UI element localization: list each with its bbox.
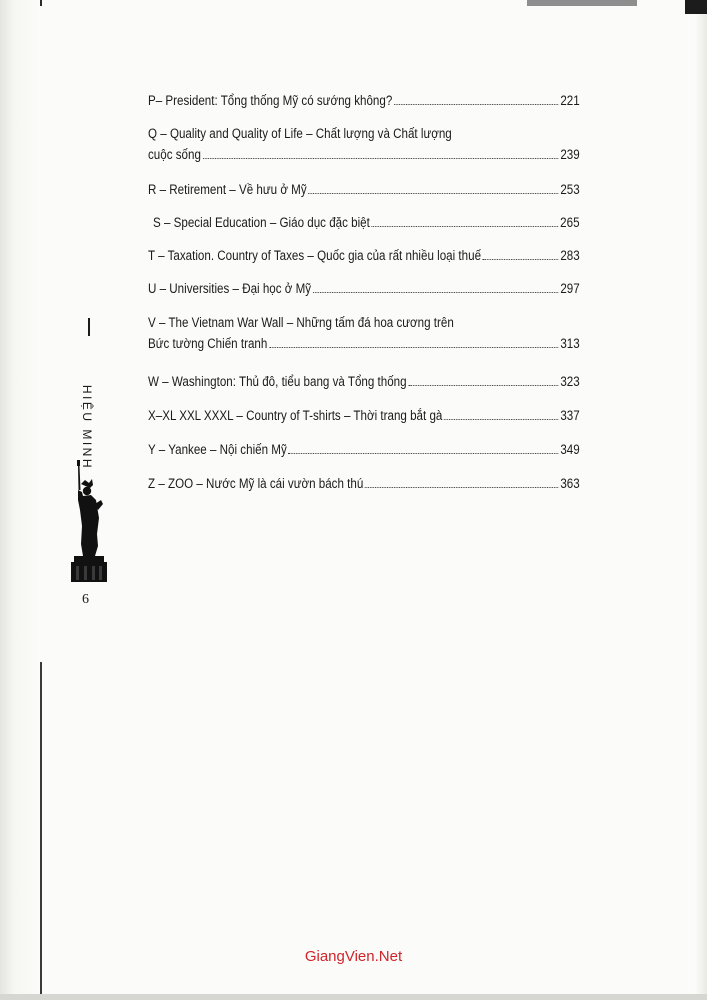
scan-corner-mark-dark bbox=[685, 0, 707, 14]
toc-entry-title: W – Washington: Thủ đô, tiểu bang và Tổng thống bbox=[148, 374, 407, 389]
toc-leader-dots bbox=[313, 292, 559, 293]
toc-entry-title: P– President: Tổng thống Mỹ có sướng không? bbox=[148, 93, 393, 108]
toc-entry-page: 313 bbox=[560, 336, 580, 351]
toc-entry-s[interactable] bbox=[153, 214, 585, 232]
scan-edge-line-top bbox=[40, 0, 42, 6]
scan-edge-right bbox=[695, 0, 707, 1000]
toc-entry-page: 283 bbox=[560, 248, 580, 263]
toc-leader-dots bbox=[394, 104, 559, 105]
toc-entry-page: 363 bbox=[560, 476, 580, 491]
toc-entry-r[interactable] bbox=[148, 181, 580, 199]
toc-entry-page: 265 bbox=[560, 215, 580, 230]
toc-leader-dots bbox=[483, 259, 559, 260]
toc-entry-page: 253 bbox=[560, 182, 580, 197]
page-number: 6 bbox=[82, 592, 89, 607]
toc-entry-page: 221 bbox=[560, 93, 580, 108]
toc-entry-title: X–XL XXL XXXL – Country of T-shirts – Thời trang bắt gà bbox=[148, 408, 443, 423]
toc-entry-q[interactable] bbox=[148, 125, 580, 164]
statue-of-liberty-icon bbox=[68, 460, 110, 582]
toc-entry-page: 349 bbox=[560, 442, 580, 457]
side-header bbox=[71, 322, 103, 470]
toc-entry-title: S – Special Education – Giáo dục đặc biệt bbox=[153, 215, 370, 230]
toc-entry-t[interactable] bbox=[148, 247, 580, 265]
toc-entry-title: U – Universities – Đại học ở Mỹ bbox=[148, 281, 312, 296]
toc-entry-title: Y – Yankee – Nội chiến Mỹ bbox=[148, 442, 287, 457]
toc-entry-v[interactable] bbox=[148, 314, 580, 353]
toc-entry-w[interactable] bbox=[148, 373, 580, 391]
toc-entry-title: R – Retirement – Về hưu ở Mỹ bbox=[148, 182, 307, 197]
toc-entry-page: 337 bbox=[560, 408, 580, 423]
toc-leader-dots bbox=[308, 193, 558, 194]
toc-leader-dots bbox=[444, 419, 559, 420]
scan-edge-left bbox=[0, 0, 40, 1000]
author-name: HIỆU MINH bbox=[80, 384, 94, 470]
toc-leader-dots bbox=[269, 347, 559, 348]
toc-entry-page: 297 bbox=[560, 281, 580, 296]
toc-entry-title: T – Taxation. Country of Taxes – Quốc gia của rất nhiều loại thuế bbox=[148, 248, 482, 263]
toc-entry-x[interactable] bbox=[148, 407, 580, 425]
toc-entry-page: 323 bbox=[560, 374, 580, 389]
scan-bottom-band bbox=[0, 994, 707, 1000]
toc-entry-p[interactable] bbox=[148, 92, 580, 110]
toc-entry-page: 239 bbox=[560, 147, 580, 162]
toc-leader-dots bbox=[408, 385, 558, 386]
toc-entry-y[interactable] bbox=[148, 441, 580, 459]
toc-entry-z[interactable] bbox=[148, 475, 580, 493]
toc-leader-dots bbox=[203, 158, 559, 159]
toc-leader-dots bbox=[288, 453, 558, 454]
toc-entry-title: Q – Quality and Quality of Life – Chất lượng và Chất lượng bbox=[148, 126, 452, 141]
toc-entry-title-cont: Bức tường Chiến tranh bbox=[148, 336, 268, 351]
toc-entry-title: V – The Vietnam War Wall – Những tấm đá hoa cương trên bbox=[148, 315, 454, 330]
toc-entry-title-cont: cuộc sống bbox=[148, 147, 201, 162]
scan-corner-mark bbox=[527, 0, 637, 6]
watermark: GiangVien.Net bbox=[304, 948, 403, 965]
toc-leader-dots bbox=[365, 487, 559, 488]
toc-entry-u[interactable] bbox=[148, 280, 580, 298]
toc-entry-title: Z – ZOO – Nước Mỹ là cái vườn bách thú bbox=[148, 476, 364, 491]
toc-leader-dots bbox=[372, 226, 559, 227]
